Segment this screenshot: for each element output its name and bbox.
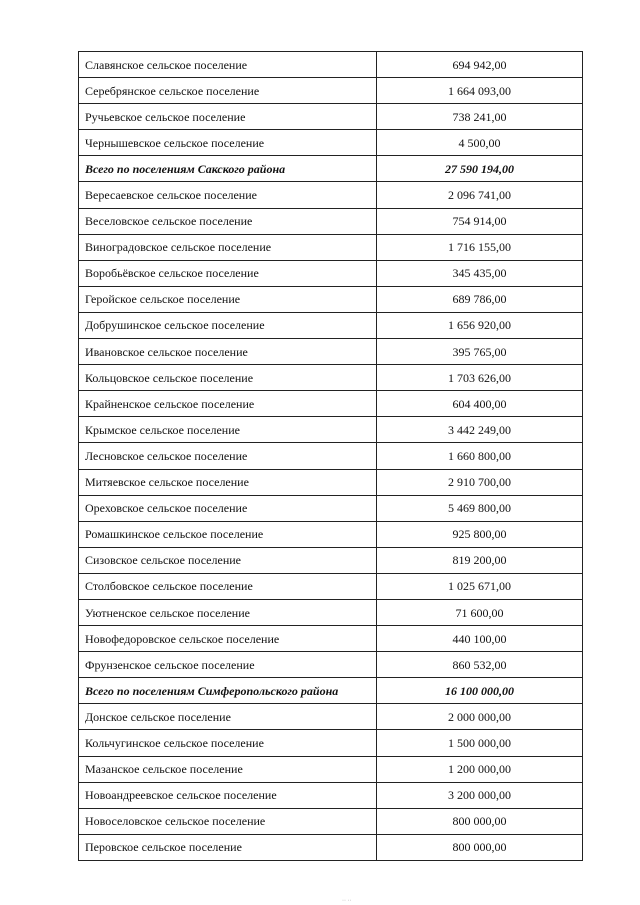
amount-cell: 860 532,00 bbox=[377, 652, 583, 678]
page-mark: ·· ·· bbox=[342, 898, 352, 904]
table-row bbox=[79, 652, 583, 678]
table-row bbox=[79, 756, 583, 782]
amount-cell: 819 200,00 bbox=[377, 547, 583, 573]
settlement-name-cell: Сизовское сельское поселение bbox=[79, 547, 377, 573]
table-row bbox=[79, 521, 583, 547]
settlement-name-cell: Вересаевское сельское поселение bbox=[79, 182, 377, 208]
settlement-name-cell: Добрушинское сельское поселение bbox=[79, 312, 377, 338]
amount-cell: 1 703 626,00 bbox=[377, 365, 583, 391]
settlement-name-cell: Чернышевское сельское поселение bbox=[79, 130, 377, 156]
settlement-name-cell: Виноградовское сельское поселение bbox=[79, 234, 377, 260]
settlement-name-cell: Уютненское сельское поселение bbox=[79, 599, 377, 625]
settlement-name-cell: Новоандреевское сельское поселение bbox=[79, 782, 377, 808]
amount-cell: 3 442 249,00 bbox=[377, 417, 583, 443]
amount-cell: 2 000 000,00 bbox=[377, 704, 583, 730]
settlement-name-cell: Веселовское сельское поселение bbox=[79, 208, 377, 234]
amount-cell: 5 469 800,00 bbox=[377, 495, 583, 521]
settlement-name-cell: Митяевское сельское поселение bbox=[79, 469, 377, 495]
table-row bbox=[79, 365, 583, 391]
settlement-name-cell: Ореховское сельское поселение bbox=[79, 495, 377, 521]
table-row bbox=[79, 599, 583, 625]
settlement-name-cell: Новоселовское сельское поселение bbox=[79, 808, 377, 834]
amount-cell: 2 096 741,00 bbox=[377, 182, 583, 208]
settlement-name-cell: Всего по поселениям Симферопольского района bbox=[79, 678, 377, 704]
settlement-name-cell: Ручьевское сельское поселение bbox=[79, 104, 377, 130]
table-row bbox=[79, 52, 583, 78]
table-row bbox=[79, 234, 583, 260]
table-row bbox=[79, 208, 583, 234]
table-row bbox=[79, 391, 583, 417]
amount-cell: 2 910 700,00 bbox=[377, 469, 583, 495]
table-row bbox=[79, 339, 583, 365]
settlement-name-cell: Крымское сельское поселение bbox=[79, 417, 377, 443]
amount-cell: 345 435,00 bbox=[377, 260, 583, 286]
table-row bbox=[79, 260, 583, 286]
amount-cell: 694 942,00 bbox=[377, 52, 583, 78]
settlement-name-cell: Мазанское сельское поселение bbox=[79, 756, 377, 782]
settlement-name-cell: Крайненское сельское поселение bbox=[79, 391, 377, 417]
amount-cell: 1 500 000,00 bbox=[377, 730, 583, 756]
table-row bbox=[79, 443, 583, 469]
amount-cell: 16 100 000,00 bbox=[377, 678, 583, 704]
settlement-name-cell: Лесновское сельское поселение bbox=[79, 443, 377, 469]
table-row bbox=[79, 104, 583, 130]
table-row bbox=[79, 573, 583, 599]
amount-cell: 689 786,00 bbox=[377, 286, 583, 312]
settlement-name-cell: Ромашкинское сельское поселение bbox=[79, 521, 377, 547]
table-row bbox=[79, 808, 583, 834]
settlement-name-cell: Кольцовское сельское поселение bbox=[79, 365, 377, 391]
settlements-table bbox=[78, 51, 583, 861]
amount-cell: 738 241,00 bbox=[377, 104, 583, 130]
table-row bbox=[79, 130, 583, 156]
table-row bbox=[79, 626, 583, 652]
amount-cell: 1 025 671,00 bbox=[377, 573, 583, 599]
settlement-name-cell: Ивановское сельское поселение bbox=[79, 339, 377, 365]
settlement-name-cell: Фрунзенское сельское поселение bbox=[79, 652, 377, 678]
table-row bbox=[79, 312, 583, 338]
settlement-name-cell: Новофедоровское сельское поселение bbox=[79, 626, 377, 652]
amount-cell: 27 590 194,00 bbox=[377, 156, 583, 182]
settlement-name-cell: Воробьёвское сельское поселение bbox=[79, 260, 377, 286]
amount-cell: 800 000,00 bbox=[377, 808, 583, 834]
amount-cell: 3 200 000,00 bbox=[377, 782, 583, 808]
settlement-name-cell: Перовское сельское поселение bbox=[79, 834, 377, 860]
table-row bbox=[79, 782, 583, 808]
amount-cell: 1 200 000,00 bbox=[377, 756, 583, 782]
amount-cell: 440 100,00 bbox=[377, 626, 583, 652]
settlements-table-body bbox=[79, 52, 583, 861]
settlement-name-cell: Геройское сельское поселение bbox=[79, 286, 377, 312]
amount-cell: 395 765,00 bbox=[377, 339, 583, 365]
table-row bbox=[79, 834, 583, 860]
district-total-row bbox=[79, 678, 583, 704]
table-row bbox=[79, 704, 583, 730]
table-row bbox=[79, 417, 583, 443]
table-row bbox=[79, 495, 583, 521]
table-row bbox=[79, 469, 583, 495]
amount-cell: 71 600,00 bbox=[377, 599, 583, 625]
table-row bbox=[79, 547, 583, 573]
table-row bbox=[79, 78, 583, 104]
amount-cell: 604 400,00 bbox=[377, 391, 583, 417]
settlement-name-cell: Серебрянское сельское поселение bbox=[79, 78, 377, 104]
amount-cell: 800 000,00 bbox=[377, 834, 583, 860]
settlement-name-cell: Кольчугинское сельское поселение bbox=[79, 730, 377, 756]
district-total-row bbox=[79, 156, 583, 182]
settlement-name-cell: Столбовское сельское поселение bbox=[79, 573, 377, 599]
table-row bbox=[79, 286, 583, 312]
settlement-name-cell: Всего по поселениям Сакского района bbox=[79, 156, 377, 182]
settlement-name-cell: Донское сельское поселение bbox=[79, 704, 377, 730]
amount-cell: 1 716 155,00 bbox=[377, 234, 583, 260]
table-row bbox=[79, 730, 583, 756]
amount-cell: 1 664 093,00 bbox=[377, 78, 583, 104]
amount-cell: 4 500,00 bbox=[377, 130, 583, 156]
amount-cell: 1 656 920,00 bbox=[377, 312, 583, 338]
amount-cell: 1 660 800,00 bbox=[377, 443, 583, 469]
amount-cell: 925 800,00 bbox=[377, 521, 583, 547]
amount-cell: 754 914,00 bbox=[377, 208, 583, 234]
settlement-name-cell: Славянское сельское поселение bbox=[79, 52, 377, 78]
table-row bbox=[79, 182, 583, 208]
